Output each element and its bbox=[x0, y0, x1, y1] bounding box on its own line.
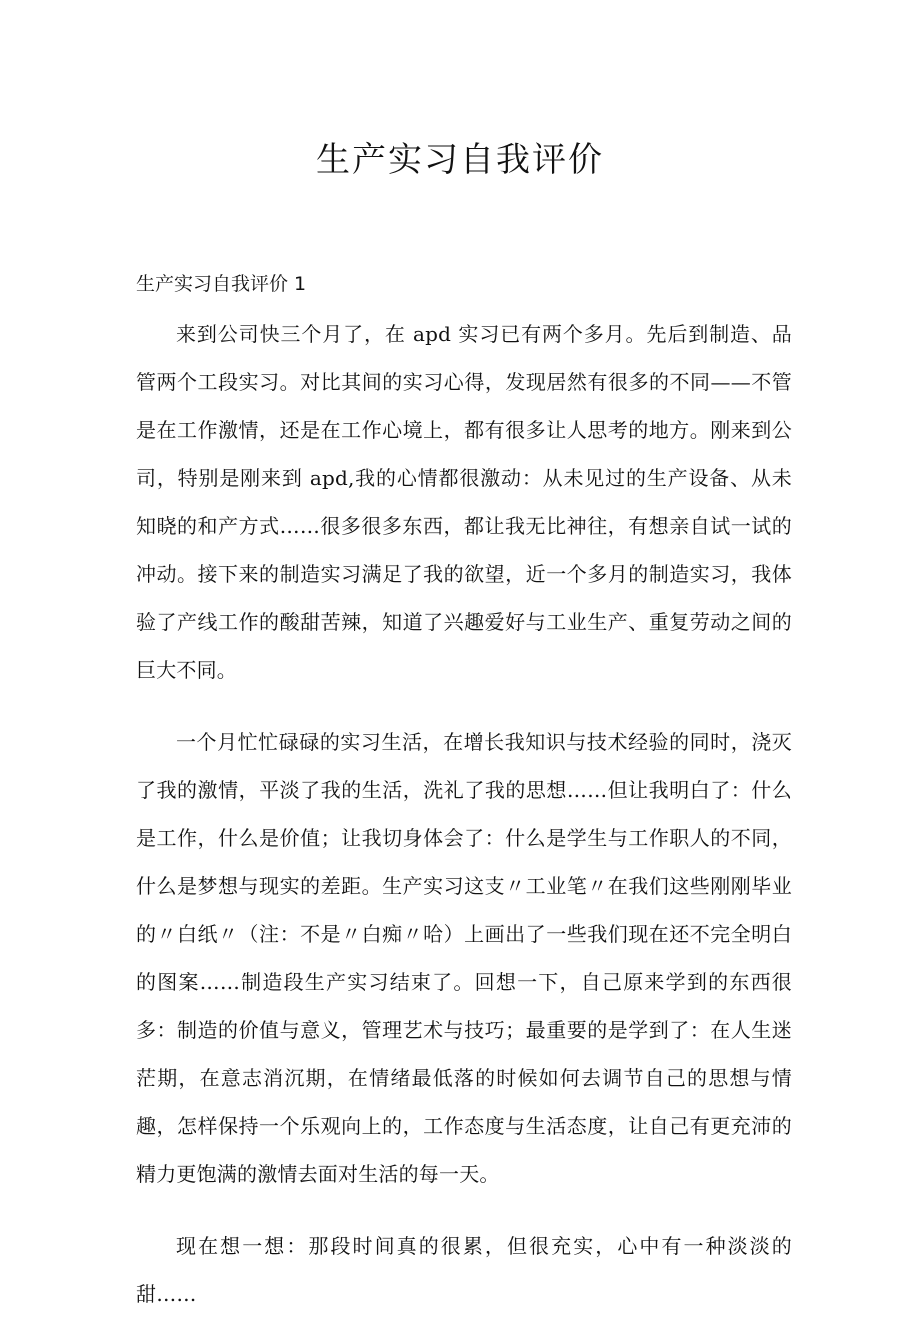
paragraph-1: 来到公司快三个月了，在 apd 实习已有两个多月。先后到制造、品管两个工段实习。对比其间的实习心得，发现居然有很多的不同——不管是在工作激情，还是在工作心境上，都有很多让人思考的地方。刚来到公司，特别是刚来到 apd,我的心情都很激动：从未见过的生产设备、从未知晓的和产方式……很多很多东西，都让我无比神往，有想亲自试一试的冲动。接下来的制造实习满足了我的欲望，近一个多月的制造实习，我体验了产线工作的酸甜苦辣，知道了兴趣爱好与工业生产、重复劳动之间的巨大不同。 bbox=[136, 322, 792, 682]
document-body bbox=[136, 310, 792, 1342]
section-heading: 生产实习自我评价 1 bbox=[136, 273, 307, 295]
paragraph-3: 现在想一想：那段时间真的很累，但很充实，心中有一种淡淡的甜…… bbox=[136, 1234, 792, 1306]
document-title: 生产实习自我评价 bbox=[316, 140, 604, 180]
paragraph-2: 一个月忙忙碌碌的实习生活，在增长我知识与技术经验的同时，浇灭了我的激情，平淡了我的生活，洗礼了我的思想……但让我明白了：什么是工作，什么是价值；让我切身体会了：什么是学生与工作职人的不同，什么是梦想与现实的差距。生产实习这支〃工业笔〃在我们这些刚刚毕业的〃白纸〃（注：不是〃白痴〃哈）上画出了一些我们现在还不完全明白的图案……制造段生产实习结束了。回想一下，自己原来学到的东西很多：制造的价值与意义，管理艺术与技巧；最重要的是学到了：在人生迷茫期，在意志消沉期，在情绪最低落的时候如何去调节自己的思想与情趣，怎样保持一个乐观向上的，工作态度与生活态度，让自己有更充沛的精力更饱满的激情去面对生活的每一天。 bbox=[136, 730, 792, 1186]
